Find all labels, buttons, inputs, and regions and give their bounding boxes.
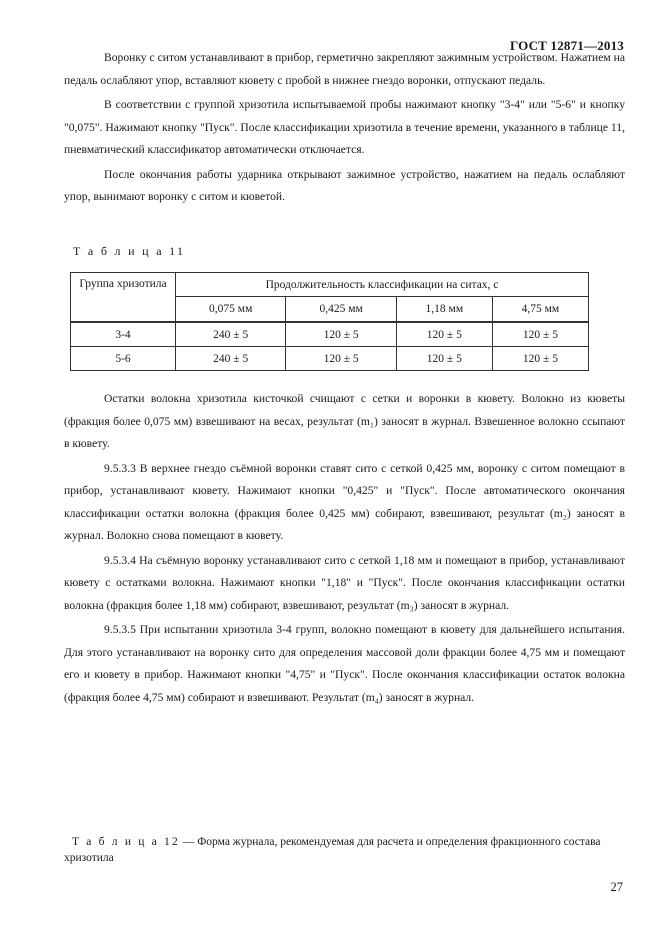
duration-cell: 120 ± 5 [396,347,492,371]
top-paragraphs [64,47,625,211]
table-12-text: — Форма журнала, рекомендуемая для расчета и определения фракционного состава хризотила [64,836,601,864]
duration-cell: 120 ± 5 [396,322,492,347]
sieve-header: 1,18 мм [396,297,492,323]
paragraph: В соответствии с группой хризотила испытываемой пробы нажимают кнопку "3-4" или "5-6" и кнопку "0,075". Нажимают кнопку "Пуск". После классификации хризотила в течение времени, указанного в таблице 11, пневматический классификатор автоматически отключается. [64,98,625,156]
table-11 [70,272,589,371]
duration-header: Продолжительность классификации на ситах, с [176,273,589,297]
duration-cell: 120 ± 5 [286,347,396,371]
table-12-caption [64,834,624,866]
duration-cell: 120 ± 5 [492,322,588,347]
paragraph: Остатки волокна хризотила кисточкой счищают с сетки и воронки в кювету. Волокно из кюветы (фракция более 0,075 мм) взвешивают на весах, результат (m₁) заносят в журнал. Взвешенное волокно ссыпают в кювету. [64,392,625,450]
group-cell: 3-4 [71,322,176,347]
paragraph: 9.5.3.5 При испытании хризотила 3-4 групп, волокно помещают в кювету для дальнейшего испытания. Для этого устанавливают на воронку сито для определения массовой доли фракции более 4,75 мм и помещают его и кювету в прибор. Нажимают кнопки "4,75" и "Пуск". После окончания классификации остаток волокна (фракция более 4,75 мм) собирают и взвешивают. Результат (m₄) заносят в журнал. [64,623,625,704]
duration-cell: 120 ± 5 [286,322,396,347]
standard-header: ГОСТ 12871—2013 [509,38,624,53]
page-number: 27 [610,880,623,894]
duration-cell: 120 ± 5 [492,347,588,371]
paragraph: После окончания работы ударника открывают зажимное устройство, нажатием на педаль ослабляют упор, вынимают воронку с ситом и кюветой. [64,167,625,203]
table-row [71,347,589,371]
table-row [71,322,589,347]
duration-cell: 240 ± 5 [176,322,286,347]
paragraph: 9.5.3.3 В верхнее гнездо съёмной воронки ставят сито с сеткой 0,425 мм, воронку с ситом помещают в прибор, устанавливают кювету. Нажимают кнопки "0,425" и "Пуск". После автоматического окончания классификации остатки волокна (фракция более 0,425 мм) собирают, взвешивают, результат (m₂) заносят в журнал. Волокно снова помещают в кювету. [64,461,625,542]
bottom-paragraphs [64,388,625,711]
table-12-label: Т а б л и ц а 12 [72,836,180,848]
sieve-header: 0,075 мм [176,297,286,323]
group-header: Группа хризотила [71,273,176,323]
group-cell: 5-6 [71,347,176,371]
duration-cell: 240 ± 5 [176,347,286,371]
paragraph: 9.5.3.4 На съёмную воронку устанавливают сито с сеткой 1,18 мм и помещают в прибор, устанавливают кювету с остатками волокна. Нажимают кнопки "1,18" и "Пуск". После окончания классификации остатки волокна (фракция более 1,18 мм) собирают, взвешивают, результат (m₃) заносят в журнал. [64,553,625,612]
sieve-header: 4,75 мм [492,297,588,323]
table-11-caption: Т а б л и ц а 11 [73,244,186,258]
sieve-header: 0,425 мм [286,297,396,323]
paragraph: Воронку с ситом устанавливают в прибор, герметично закрепляют зажимным устройством. Нажатием на педаль ослабляют упор, вставляют кювету с пробой в нижнее гнездо воронки, отпускают педаль. [64,51,625,87]
